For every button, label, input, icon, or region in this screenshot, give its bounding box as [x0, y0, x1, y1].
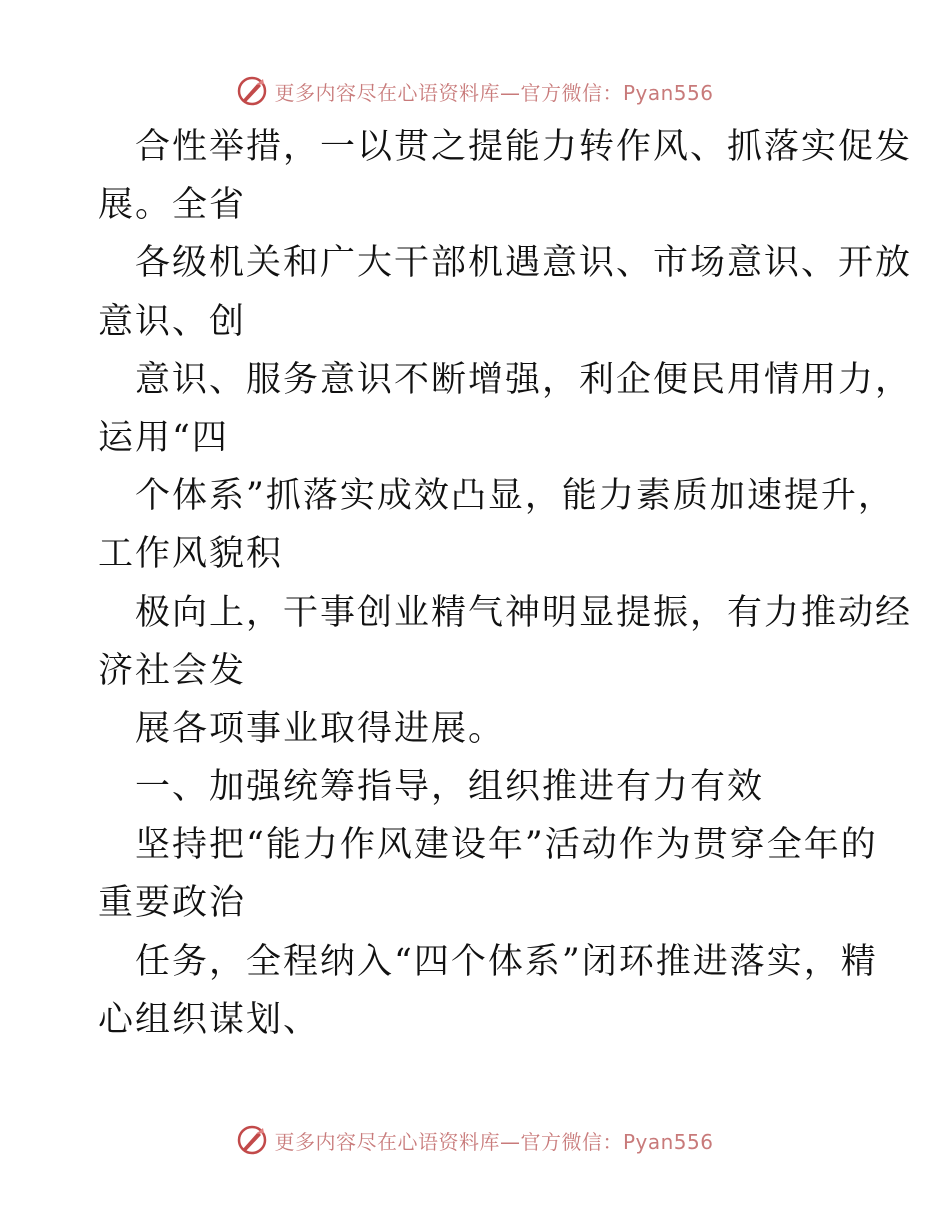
text-line: 合性举措，一以贯之提能力转作风、抓落实促发	[135, 127, 913, 167]
header-watermark	[0, 71, 950, 111]
text-line: 坚持把“能力作风建设年”活动作为贯穿全年的	[135, 825, 878, 866]
quill-pen-icon	[236, 75, 268, 107]
section-heading: 一、加强统筹指导，组织推进有力有效	[135, 767, 765, 808]
text-line: 重要政治	[98, 883, 247, 924]
text-line: 意识、创	[98, 301, 247, 342]
footer-watermark	[0, 1120, 950, 1160]
watermark-text: 更多内容尽在心语资料库—官方微信：Pyan556	[274, 1129, 714, 1154]
text-line: 个体系”抓落实成效凸显，能力素质加速提升，	[135, 476, 895, 517]
text-line: 运用“四	[98, 417, 229, 458]
text-line: 心组织谋划、	[98, 999, 321, 1040]
text-line: 任务，全程纳入“四个体系”闭环推进落实，精	[135, 941, 878, 982]
quill-pen-icon	[236, 1124, 268, 1156]
text-line: 各级机关和广大干部机遇意识、市场意识、开放	[135, 243, 913, 284]
text-line: 展各项事业取得进展。	[135, 708, 506, 749]
text-line: 展。全省	[98, 185, 247, 226]
text-line: 工作风貌积	[98, 534, 284, 575]
text-line: 意识、服务意识不断增强，利企便民用情用力，	[135, 359, 913, 400]
watermark-text: 更多内容尽在心语资料库—官方微信：Pyan556	[274, 80, 714, 105]
document-body	[98, 118, 913, 1049]
text-line: 极向上，干事创业精气神明显提振，有力推动经	[135, 592, 913, 633]
text-line: 济社会发	[98, 650, 247, 691]
